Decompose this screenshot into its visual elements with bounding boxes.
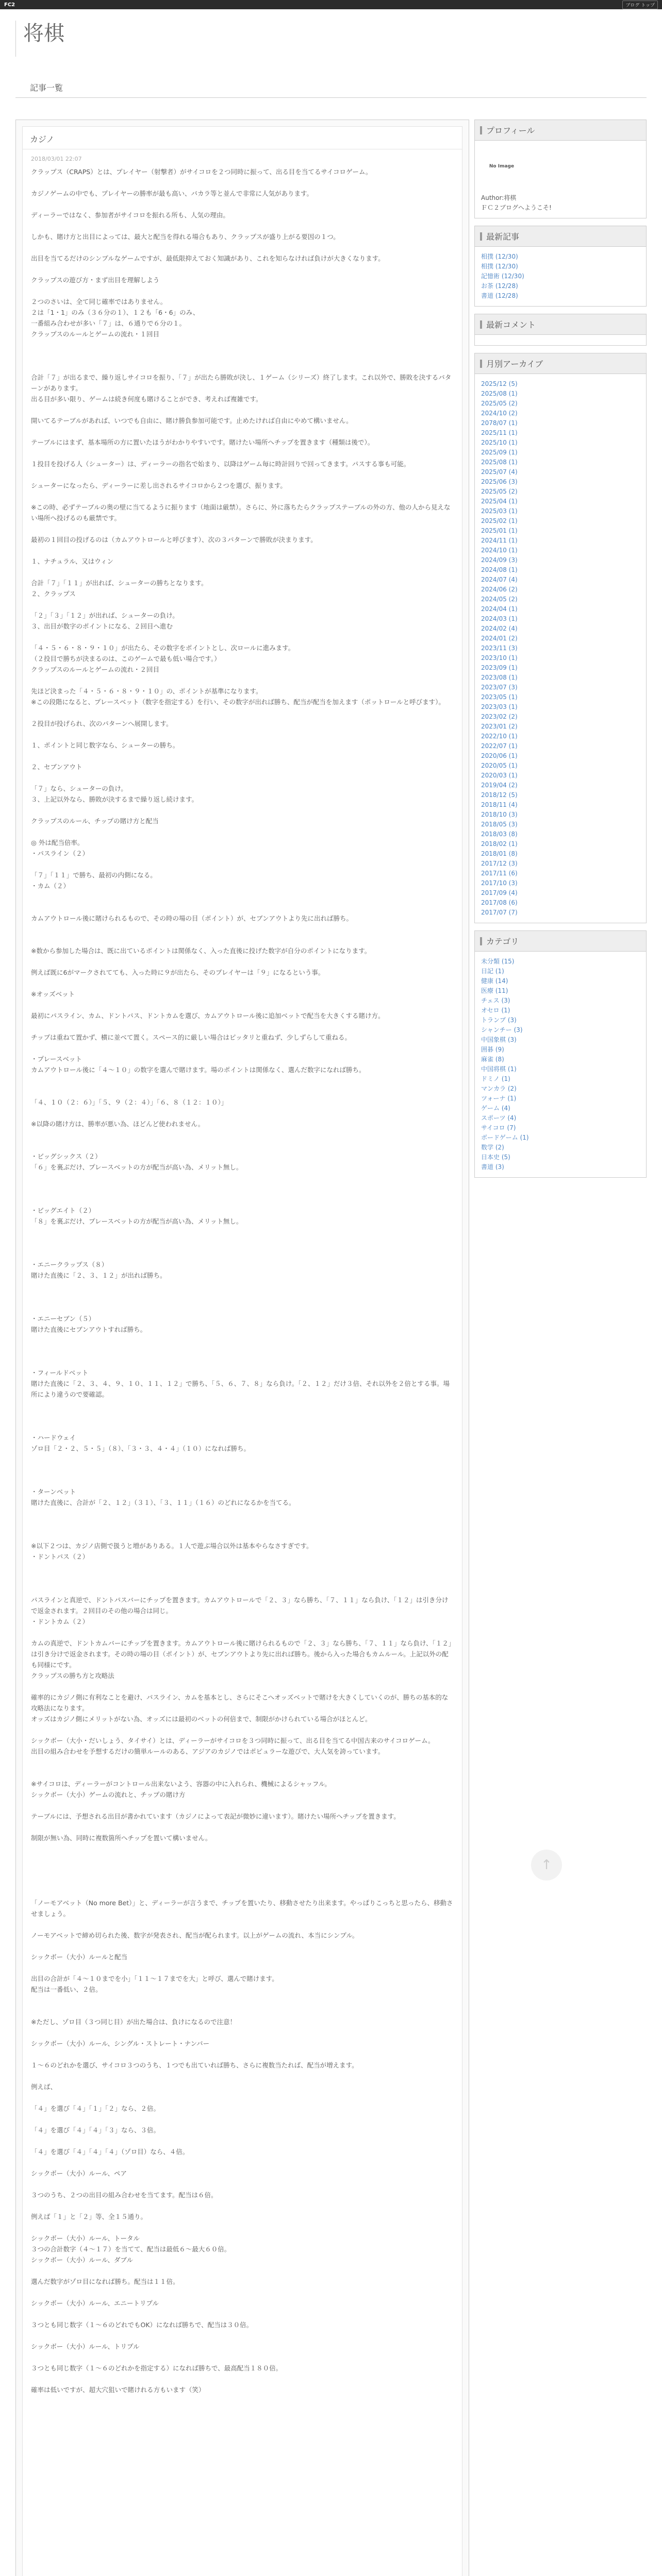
archive-month-link[interactable]: 2025/10 (1) <box>481 439 518 446</box>
entry-paragraph: 「８」を裏ぶだけ、プレースベットの方が配当が高い為、メリット無し。 <box>31 1217 243 1225</box>
entry-paragraph: ◎ 外は配当倍率。 <box>31 839 84 846</box>
entry-paragraph: ディーラーではなく、参加者がサイコロを振れる所も、人気の理由。 <box>31 211 229 219</box>
entry-paragraph: 「ノーモアベット（No more Bet）」と、ディーラーが言うまで、チップを置いたり、移動させたり出来ます。やっぱりこっちと思ったら、移動させましょう。 <box>31 1899 453 1918</box>
entry-paragraph: 出目の組み合わせを予想するだけの簡単ルールのある、アジアのカジノではポピュラーな遊びで、大人気を誇っています。 <box>31 1748 385 1755</box>
entry-paragraph: ※オッズベット <box>31 990 75 998</box>
entry-paragraph: ３つの合計数字（４～１７）を当てて、配当は最低６～最大６０倍。 <box>31 2245 231 2253</box>
blog-top-button[interactable]: ブログ トップ <box>622 1 658 9</box>
entry-paragraph: 開いてるテーブルがあれば、いつでも自由に、賭け勝負参加可能です。止めたければ自由にやめて構いません。 <box>31 417 353 425</box>
archive-month-link[interactable]: 2020/05 (1) <box>481 762 518 769</box>
entry-paragraph: 選んだ数字がゾロ目になれば勝ち。配当は１１倍。 <box>31 2278 179 2285</box>
archive-month-link[interactable]: 2025/04 (1) <box>481 498 518 505</box>
entry-paragraph: クラップスのルール、チップの賭け方と配当 <box>31 817 159 825</box>
archive-list <box>475 374 646 923</box>
archive-month-link[interactable]: 2025/08 (1) <box>481 459 518 466</box>
category-link[interactable]: ボードゲーム (1) <box>481 1134 529 1141</box>
author-description: ＦＣ２ブログへようこそ! <box>481 204 552 211</box>
main-content <box>15 120 469 2576</box>
archive-month-link[interactable]: 2022/07 (1) <box>481 742 518 750</box>
archive-month-link[interactable]: 2025/05 (2) <box>481 400 518 407</box>
recent-entries-list <box>475 247 646 306</box>
archive-month-link[interactable]: 2024/08 (1) <box>481 566 518 573</box>
category-link[interactable]: 麻雀 (8) <box>481 1056 504 1063</box>
entry-paragraph: 例えば「１」と「２」等、全１５通り。 <box>31 2213 147 2221</box>
archive-month-link[interactable]: 2017/07 (7) <box>481 909 518 916</box>
recent-entry-link[interactable]: 相撲 (12/30) <box>481 253 518 260</box>
entry-paragraph: １投目を投げる人（シューター）は、ディーラーの指名で始まり、以降はゲーム毎に時計回りで回ってきます。パスする事も可能。 <box>31 460 410 468</box>
archive-month-link[interactable]: 2025/06 (3) <box>481 478 518 485</box>
entry <box>22 126 462 2576</box>
entry-paragraph: １、ナチュラル、又はウィン <box>31 557 114 565</box>
entry-paragraph: しかも、賭け方と出目によっては、最大と配当を得れる場合もあり、クラップスが盛り上がる要因の１つ。 <box>31 233 340 241</box>
category-link[interactable]: 数学 (2) <box>481 1144 504 1151</box>
entry-date: 2018/03/01 22:07 <box>31 156 82 162</box>
entry-paragraph: 出目の合計が「４～１０までを小」「１１～１７までを大」と呼び、選んで賭けます。 <box>31 1975 278 1982</box>
site-header <box>15 21 647 57</box>
archive-month-link[interactable]: 2017/10 (3) <box>481 879 518 887</box>
entry-title: カジノ <box>23 127 462 149</box>
entry-paragraph: オッズはカジノ側にメリットがない為、オッズには最初のベットの何倍まで、制限がかけられている場合がほとんど。 <box>31 1715 372 1723</box>
widget-title: プロフィール <box>475 120 646 141</box>
category-link[interactable]: マンカラ (2) <box>481 1085 517 1092</box>
entry-paragraph: 賭けた直後に「２、３、１２」が出れば勝ち。 <box>31 1272 167 1279</box>
category-link[interactable]: ドミノ (1) <box>481 1075 510 1082</box>
archive-month-link[interactable]: 2025/12 (5) <box>481 380 518 387</box>
entry-paragraph: ・フィールドベット <box>31 1369 89 1377</box>
category-link[interactable]: 中国将棋 (1) <box>481 1065 517 1073</box>
entry-paragraph: ・パスライン（２） <box>31 850 89 857</box>
entry-paragraph: 例えば、 <box>31 2083 57 2091</box>
entry-paragraph: 確率的にカジノ側に有利なことを避け、パスライン、カムを基本とし、さらにそこへオッズベットで賭けを大きくしていくのが、勝ちの基本的な攻略法になります。 <box>31 1693 449 1712</box>
entry-paragraph: ※この段階になると、プレースベット（数字を指定する）を行い、その数字が出れば勝ち、配当が配当を加えます（ポットロールと呼びます）。 <box>31 698 445 706</box>
archive-month-link[interactable]: 2023/05 (1) <box>481 693 518 701</box>
entry-paragraph: ・ドントカム（２） <box>31 1618 89 1625</box>
entry-paragraph: チップは重ねて置かず、横に並べて置く。スペース的に厳しい場合はピッタリと重ねず、少しずらして重ねる。 <box>31 1033 351 1041</box>
category-widget <box>474 930 647 1178</box>
entry-paragraph: 一番組み合わせが多い「７」は、６通りで６分の１。 <box>31 319 186 327</box>
entry-paragraph: 「４、１０（２：６）」「５、９（２：４）」「６、８（１２：１０）」 <box>31 1098 228 1106</box>
archive-month-link[interactable]: 2025/03 (1) <box>481 507 518 515</box>
entry-paragraph: クラップスのルールとゲームの流れ・１回目 <box>31 330 160 338</box>
entry-paragraph: 「２」「３」「１２」が出れば、シューターの負け。 <box>31 612 179 619</box>
archive-month-link[interactable]: 2025/09 (1) <box>481 449 518 456</box>
profile-noimage: No Image <box>489 163 515 169</box>
entry-paragraph: ・ドントパス（２） <box>31 1553 89 1561</box>
entry-paragraph: シックボー（大小）ルール、エニートリプル <box>31 2299 159 2307</box>
entry-paragraph: ※この時、必ずテーブルの奥の壁に当てるように振ります（地面は厳禁）。さらに、外に落ちたらクラップステーブルの外の方、他の人から見えない場所へ投げるのも厳禁です。 <box>31 503 451 522</box>
entry-paragraph: 合計「７」「１１」が出れば、シューターの勝ちとなります。 <box>31 579 208 587</box>
archive-month-link[interactable]: 2024/03 (1) <box>481 615 518 622</box>
archive-month-link[interactable]: 2022/10 (1) <box>481 733 518 740</box>
entry-paragraph: シックボー（大小）ゲームの流れと、チップの賭け方 <box>31 1791 186 1799</box>
recent-entry-link[interactable]: 書道 (12/28) <box>481 292 518 299</box>
category-link[interactable]: チェス (3) <box>481 997 510 1004</box>
archive-month-link[interactable]: 2023/01 (2) <box>481 723 518 730</box>
archive-month-link[interactable]: 2025/07 (4) <box>481 468 518 476</box>
recent-entries-widget <box>474 226 647 307</box>
archive-month-link[interactable]: 2024/04 (1) <box>481 605 518 613</box>
entry-paragraph: ３つとも同じ数字（１～６のどれでもOK）になれば勝ちで、配当は３０倍。 <box>31 2321 253 2329</box>
entry-paragraph: 制限が無い為、同時に複数箇所へチップを置いて構いません。 <box>31 1834 212 1842</box>
entry-paragraph: 「６」を裏ぶだけ、プレースベットの方が配当が高い為、メリット無し。 <box>31 1163 243 1171</box>
entry-paragraph: 「４」を選び「４」「４」「４」（ゾロ目）なら、４倍。 <box>31 2148 189 2156</box>
entry-paragraph: カムアウトロール後に「４～１０」の数字を選んで賭けます。場のポイントは関係なく、選んだ数字になれば勝ち。 <box>31 1066 366 1074</box>
archive-month-link[interactable]: 2023/02 (2) <box>481 713 518 720</box>
entry-paragraph: ※数から参加した場合は、既に出ているポイントは関係なく、入った直後に投げた数字が自分のポイントになります。 <box>31 947 371 955</box>
archive-widget <box>474 353 647 923</box>
entry-paragraph: １、ポイントと同じ数字なら、シューターの勝ち。 <box>31 741 179 749</box>
entry-paragraph: ・カム（２） <box>31 882 70 890</box>
entry-paragraph: ・エニークラップス（８） <box>31 1261 108 1268</box>
entry-paragraph: シューターになったら、ディーラーに差し出されるサイコロから２つを選び、振ります。 <box>31 482 287 489</box>
category-link[interactable]: トランプ (3) <box>481 1016 517 1024</box>
archive-month-link[interactable]: 2018/01 (8) <box>481 850 518 857</box>
archive-month-link[interactable]: 2024/10 (1) <box>481 547 518 554</box>
archive-month-link[interactable]: 2023/11 (3) <box>481 645 518 652</box>
archive-month-link[interactable]: 2018/11 (4) <box>481 801 518 808</box>
entry-paragraph: シックボー（大小）ルール、トリプル <box>31 2343 140 2350</box>
entry-paragraph: テーブルには、予想される出目が書かれています（カジノによって表記が微妙に違います）。賭けたい場所へチップを置きます。 <box>31 1812 400 1820</box>
archive-month-link[interactable]: 2020/03 (1) <box>481 772 518 779</box>
entry-paragraph: ・プレースベット <box>31 1055 82 1063</box>
archive-month-link[interactable]: 2078/07 (1) <box>481 419 518 427</box>
entry-paragraph: ３つとも同じ数字（１～６のどれかを指定する）になれば勝ちで、最高配当１８０倍。 <box>31 2364 283 2372</box>
entry-paragraph: 最初の１回目の投げるのは（カムアウトロールと呼びます）、次の３パターンで勝敗が決まります。 <box>31 536 317 544</box>
entry-paragraph: ・ビッグシックス（２） <box>31 1153 102 1160</box>
category-link[interactable]: ゲーム (4) <box>481 1105 510 1112</box>
archive-month-link[interactable]: 2018/05 (3) <box>481 821 518 828</box>
profile-widget <box>474 120 647 218</box>
archive-month-link[interactable]: 2024/10 (2) <box>481 410 518 417</box>
entry-paragraph: ・ターンベット <box>31 1488 76 1496</box>
author-label: Author:将棋 <box>481 194 517 201</box>
category-link[interactable]: ツォーナ (1) <box>481 1095 517 1102</box>
entry-paragraph: ２、セブンアウト <box>31 763 82 771</box>
entry-paragraph: ノーモアベットで締め切られた後、数字が発表され、配当が配られます。以上がゲームの流れ、本当にシンプル。 <box>31 1931 359 1939</box>
entry-paragraph: 賭けた直後にセブンアウトすれば勝ち。 <box>31 1326 147 1333</box>
entry-paragraph: シックボー（大小）ルール、トータル <box>31 2234 140 2242</box>
entry-paragraph: ２、クラップス <box>31 590 76 598</box>
archive-month-link[interactable]: 2020/06 (1) <box>481 752 518 759</box>
entry-paragraph: ３、出目が数字のポイントになる、２回目へ進む <box>31 622 173 630</box>
site-title[interactable]: 将棋 <box>23 22 64 45</box>
entry-paragraph: シックボー（大小）ルールと配当 <box>31 1953 128 1961</box>
category-link[interactable]: スポーツ (4) <box>481 1114 517 1122</box>
entry-paragraph: ゾロ目「２・２、５・５」（８）、「３・３、４・４」（１０）になれば勝ち。 <box>31 1445 251 1452</box>
entry-paragraph: ・ハードウェイ <box>31 1434 76 1442</box>
archive-month-link[interactable]: 2017/11 (6) <box>481 870 518 877</box>
archive-month-link[interactable]: 2017/12 (3) <box>481 860 518 867</box>
entry-paragraph: 最初にパスライン、カム、ドントパス、ドントカムを選び、カムアウトロール後に追加ベットで配当を大きくする賭け方。 <box>31 1012 385 1020</box>
entry-paragraph: テーブルにはまず、基本場所の方に置いたほうがわかりやすいです。賭けたい場所へチップを置きます（種類は後で）。 <box>31 438 374 446</box>
entry-paragraph: 「７」なら、シューターの負け。 <box>31 785 127 792</box>
recent-entry-link[interactable]: お茶 (12/28) <box>481 282 518 290</box>
fc2-logo[interactable]: FC2 <box>4 2 15 8</box>
entry-paragraph: カムアウトロール後に賭けられるもので、その時の場の目（ポイント）が、セブンアウトより先に出れば勝ち。 <box>31 914 353 922</box>
entry-paragraph: 「４」を選び「４」「４」「３」なら、３倍。 <box>31 2126 160 2134</box>
entry-paragraph: １～６のどれかを選び、サイコロ３つのうち、１つでも出ていれば勝ち、さらに複数当たれば、配当が増えます。 <box>31 2061 358 2069</box>
category-link[interactable]: 日記 (1) <box>481 968 504 975</box>
archive-month-link[interactable]: 2023/07 (3) <box>481 684 518 691</box>
category-link[interactable]: 医療 (11) <box>481 987 508 994</box>
archive-month-link[interactable]: 2019/04 (2) <box>481 782 518 789</box>
entry-paragraph: 合計「７」が出るまで、繰り返しサイコロを振り、「７」が出たら勝敗が決し、１ゲーム（シリーズ）終了します。これ以外で、勝敗を決するパターンがあります。 <box>31 374 452 392</box>
entry-paragraph: シックボー（大小）ルール、ダブル <box>31 2256 134 2264</box>
archive-month-link[interactable]: 2018/10 (3) <box>481 811 518 818</box>
entry-paragraph: ※サイコロは、ディーラーがコントロール出来ないよう、容器の中に入れられ、機械によるシャッフル。 <box>31 1780 331 1788</box>
category-link[interactable]: 中国象棋 (3) <box>481 1036 517 1043</box>
archive-month-link[interactable]: 2025/02 (1) <box>481 517 518 524</box>
archive-month-link[interactable]: 2017/08 (6) <box>481 899 518 906</box>
entry-paragraph: 「４・５・６・８・９・１０」が出たら、その数字をポイントとし、次ロールに進みます。 <box>31 644 295 652</box>
entry-paragraph: パスラインと真逆で、ドントパスバーにチップを置きます。カムアウトロールで「２、３」なら勝ち、「７、１１」なら負け、「１２」は引き分けで返金されます。２回目のその他の場合は同じ。 <box>31 1596 449 1615</box>
sidebar <box>474 120 647 1185</box>
entry-paragraph: 配当は一番低い、２倍。 <box>31 1986 102 1993</box>
entry-paragraph: 出る目が多い限り、ゲームは続き何度も賭けることができ、考えれば複雑です。 <box>31 395 262 403</box>
archive-month-link[interactable]: 2024/06 (2) <box>481 586 518 593</box>
archive-month-link[interactable]: 2025/01 (1) <box>481 527 518 534</box>
entry-paragraph: ２は「1・1」のみ（３６分の１）、１２も「6・6」のみ、 <box>31 309 200 316</box>
entry-paragraph: カジノゲームの中でも、プレイヤーの勝率が最も高い、バカラ等と並んで非常に人気があります。 <box>31 190 313 197</box>
entry-paragraph: ２投目が投げられ、次のパターンへ展開します。 <box>31 720 173 727</box>
widget-title: 最新コメント <box>475 314 646 335</box>
entry-paragraph: 賭けた直後に、合計が「２、１２」（３１）、「３、１１」（１６）のどれになるかを当てる。 <box>31 1499 295 1506</box>
recent-comments-list <box>475 335 646 345</box>
widget-title: 最新記事 <box>475 226 646 247</box>
entry-paragraph: （２投目で勝ちが決まるのは、このゲームで最も低い場合です。） <box>31 655 221 663</box>
recent-entry-link[interactable]: 相撲 (12/30) <box>481 263 518 270</box>
entry-paragraph: 先ほど決まった「４・５・６・８・９・１０」の、ポイントが基準になります。 <box>31 687 262 695</box>
category-link[interactable]: シャンチー (3) <box>481 1026 523 1033</box>
nav-bar <box>15 77 647 98</box>
archive-month-link[interactable]: 2018/03 (8) <box>481 831 518 838</box>
nav-item-article-list[interactable]: 記事一覧 <box>30 83 63 93</box>
archive-month-link[interactable]: 2025/05 (2) <box>481 488 518 495</box>
entry-paragraph: ※ただし、ゾロ目（３つ同じ目）が出た場合は、負けになるので注意！ <box>31 2018 236 2026</box>
entry-paragraph: 「７」「１１」で勝ち、最初の内側になる。 <box>31 871 157 879</box>
entry-paragraph: クラップス（CRAPS）とは、プレイヤー（射撃者）がサイコロを２つ同時に振って、出る目を当てるサイコロゲーム。 <box>31 168 372 176</box>
widget-title: カテゴリ <box>475 931 646 952</box>
category-link[interactable]: 健康 (14) <box>481 977 508 985</box>
archive-month-link[interactable]: 2018/02 (1) <box>481 840 518 848</box>
category-link[interactable]: サイコロ (7) <box>481 1124 516 1131</box>
category-link[interactable]: 書道 (3) <box>481 1163 504 1171</box>
archive-month-link[interactable]: 2023/10 (1) <box>481 654 518 662</box>
archive-month-link[interactable]: 2024/11 (1) <box>481 537 518 544</box>
archive-month-link[interactable]: 2023/09 (1) <box>481 664 518 671</box>
entry-paragraph: クラップスの遊び方・まず出目を理解しよう <box>31 276 160 284</box>
archive-month-link[interactable]: 2017/09 (4) <box>481 889 518 896</box>
category-link[interactable]: オセロ (1) <box>481 1007 510 1014</box>
archive-month-link[interactable]: 2018/12 (5) <box>481 791 518 799</box>
entry-body <box>23 166 462 2406</box>
entry-paragraph: ・ビッグエイト（２） <box>31 1207 95 1214</box>
entry-paragraph: ３、上記以外なら、勝敗が決するまで繰り返し続けます。 <box>31 795 198 803</box>
archive-month-link[interactable]: 2024/09 (3) <box>481 556 518 564</box>
entry-paragraph: 出目を当てるだけのシンプルなゲームですが、最低限抑えておく知識があり、これを知らなければ負けが大きくなります。 <box>31 255 385 262</box>
arrow-up-icon: ↑ <box>541 1857 552 1873</box>
topbar <box>0 0 662 9</box>
category-list <box>475 952 646 1177</box>
entry-paragraph: 賭けた直後に「２、３、４、９、１０、１１、１２」で勝ち、「５、６、７、８」なら負け。「２、１２」だけ３倍、それ以外を２倍とする事。場所により違うので要確認。 <box>31 1380 450 1398</box>
archive-month-link[interactable]: 2024/07 (4) <box>481 576 518 583</box>
entry-paragraph: ・エニーセブン（５） <box>31 1315 95 1323</box>
entry-paragraph: クラップスのルールとゲームの流れ・２回目 <box>31 666 160 673</box>
archive-month-link[interactable]: 2025/11 (1) <box>481 429 518 436</box>
scroll-to-top-button[interactable] <box>531 1850 562 1880</box>
category-link[interactable]: 未分類 (15) <box>481 958 515 965</box>
widget-title: 月別アーカイブ <box>475 353 646 374</box>
archive-month-link[interactable]: 2023/08 (1) <box>481 674 518 681</box>
entry-paragraph: クラップスの勝ち方と攻略法 <box>31 1672 114 1680</box>
entry-paragraph: シックボー（大小）ルール、シングル・ストレート・ナンバー <box>31 2040 210 2047</box>
archive-month-link[interactable]: 2023/03 (1) <box>481 703 518 710</box>
entry-paragraph: 「４」を選び「４」「１」「２」なら、２倍。 <box>31 2105 160 2112</box>
entry-paragraph: ※以降の賭け方は、勝率が悪い為、ほどんど使われません。 <box>31 1120 205 1128</box>
archive-month-link[interactable]: 2024/02 (4) <box>481 625 518 632</box>
entry-paragraph: シックボー（大小）ルール、ペア <box>31 2170 127 2177</box>
category-link[interactable]: 日本史 (5) <box>481 1154 510 1161</box>
entry-paragraph: 確率は低いですが、超大穴狙いで賭けれる方もいます（笑） <box>31 2386 205 2394</box>
archive-month-link[interactable]: 2024/05 (2) <box>481 596 518 603</box>
entry-paragraph: ２つのさいは、全て同じ確率ではありません。 <box>31 298 167 306</box>
entry-paragraph: ※以下２つは、カジノ店側で扱うと増がありある。１人で遊ぶ場合以外は基本やらなさすぎです。 <box>31 1542 313 1550</box>
category-link[interactable]: 囲碁 (9) <box>481 1046 504 1053</box>
entry-paragraph: 例えば既に6がマークされてても、入った時に９が出たら、そのプレイヤーは「９」になるという事。 <box>31 969 325 976</box>
recent-entry-link[interactable]: 記憶術 (12/30) <box>481 273 524 280</box>
archive-month-link[interactable]: 2024/01 (2) <box>481 635 518 642</box>
entry-paragraph: シックボー（大小・だいしょう、タイサイ）とは、ディーラーがサイコロを３つ同時に振って、出る目を当てる中国古来のサイコロゲーム。 <box>31 1737 435 1744</box>
entry-paragraph: カムの真逆で、ドントカムバーにチップを置きます。カムアウトロール後に賭けられるもので「２、３」なら勝ち、「７、１１」なら負け、「１２」は引き分けで返金されます。その時の場の目（ポイント）が、セブンアウトより先に出れば勝ち。後から入った場合もカムルール。上記以外の配も同様にです。 <box>31 1639 452 1669</box>
archive-month-link[interactable]: 2025/08 (1) <box>481 390 518 397</box>
entry-paragraph: ３つのうち、２つの出目の組み合わせを当てます。配当は６倍。 <box>31 2191 218 2199</box>
recent-comments-widget <box>474 314 647 346</box>
